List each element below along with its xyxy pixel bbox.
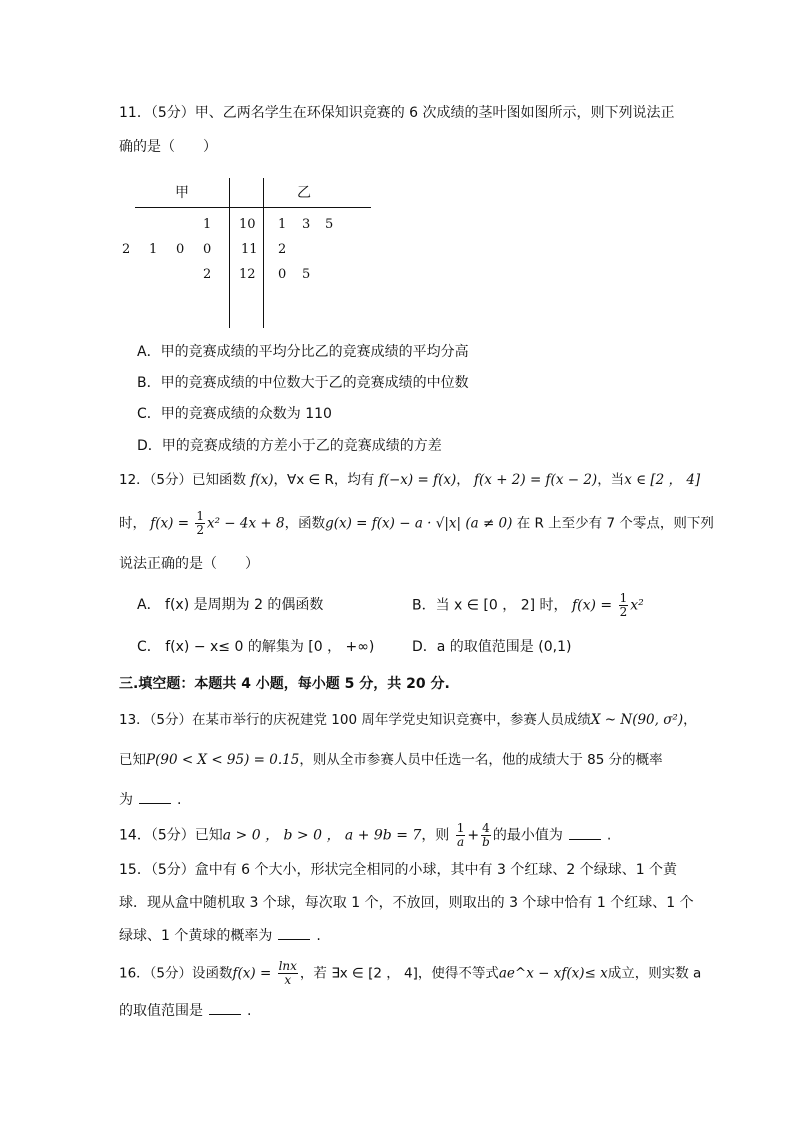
leaf-right: 1 <box>278 217 287 232</box>
q12-cond1: f(−x) = f(x) <box>378 472 457 488</box>
q12-option-b <box>412 592 644 619</box>
q11-option-d: D．甲的竞赛成绩的方差小于乙的竞赛成绩的方差 <box>137 438 442 454</box>
leaf-left: 1 <box>149 242 158 257</box>
q12-option-d: D．a 的取值范围是 (0,1) <box>412 639 572 655</box>
frac-numerator: 1 <box>619 591 628 605</box>
q14-text: ，则 <box>421 827 450 844</box>
q15-line1: 15．（5分）盒中有 6 个大小，形状完全相同的小球，其中有 3 个红球、2 个绿球、1 个黄 <box>119 862 678 878</box>
q16-text: 成立，则实数 a <box>607 965 702 982</box>
q12-text: ，函数 <box>284 515 326 532</box>
q12-text: 时， <box>119 515 146 532</box>
frac-numerator: 1 <box>196 509 204 523</box>
answer-blank <box>569 825 601 840</box>
q13-line2 <box>119 750 663 770</box>
leaf-left: 0 <box>176 242 185 257</box>
leaf-right: 5 <box>302 267 311 282</box>
q14-line: 14．（5分）已知a > 0 ， b > 0 ， a + 9b = 7，则 $\frac{1}{a}$ + $\frac{4}{b}$ 的最小值为 . <box>119 821 612 849</box>
q12-text: ，∀x ∈ R，均有 <box>273 472 375 488</box>
q12-stem-line3: 说法正确的是（ ） <box>119 556 259 572</box>
q11-stem-line1: 11．（5分）甲、乙两名学生在环保知识竞赛的 6 次成绩的茎叶图如图所示，则下列说法正 <box>119 105 675 121</box>
q16-line1 <box>119 960 701 987</box>
q15-line2: 球．现从盒中随机取 3 个球，每次取 1 个，不放回，则取出的 3 个球中恰有 1 个红球、1 个 <box>119 895 694 911</box>
q13-line1 <box>119 710 697 730</box>
table-header-yi: 乙 <box>297 185 311 201</box>
q11-option-b: B．甲的竞赛成绩的中位数大于乙的竞赛成绩的中位数 <box>137 375 469 391</box>
q12-cond2: f(x + 2) = f(x − 2) <box>474 472 598 488</box>
frac-numerator: 4 <box>482 821 490 835</box>
table-vertical-rule-left <box>229 178 230 328</box>
q13-text: 已知 <box>119 752 146 768</box>
q13-text: ， <box>683 712 697 728</box>
fraction <box>195 510 205 537</box>
q12-option-a: A． f(x) 是周期为 2 的偶函数 <box>137 597 324 613</box>
answer-blank <box>209 1000 241 1015</box>
answer-blank <box>278 925 310 940</box>
fraction <box>456 822 466 849</box>
q15-line3: 绿球、1 个黄球的概率为 . <box>119 925 321 946</box>
fraction <box>619 592 629 619</box>
plus-sign: + <box>467 827 480 844</box>
q13-text: ，则从全市参赛人员中任选一名，他的成绩大于 85 分的概率 <box>299 752 663 768</box>
q14-text: 14．（5分）已知 <box>119 827 223 844</box>
frac-numerator: lnx <box>278 959 297 973</box>
q12-stem-line2 <box>119 510 714 537</box>
q12-fx-def: f(x) = <box>150 515 190 532</box>
leaf-left: 1 <box>203 217 212 232</box>
q16-inequality: ae^x − xf(x)≤ x <box>498 965 608 982</box>
q16-text: ，若 ∃x ∈ [2 ， 4]，使得不等式 <box>299 965 499 982</box>
table-vertical-rule-right <box>263 178 264 328</box>
leaf-right: 5 <box>325 217 334 232</box>
q16-line2: 的取值范围是 . <box>119 1000 251 1021</box>
q14-condition: a > 0 ， b > 0 ， a + 9b = 7 <box>222 827 422 844</box>
stem: 11 <box>241 242 258 257</box>
q12-interval: x ∈ [2 ， 4] <box>624 472 701 488</box>
q12-gx: g(x) = f(x) − a · √|x| (a ≠ 0) <box>325 515 513 532</box>
answer-blank <box>139 789 171 804</box>
frac-denominator: x <box>284 973 292 987</box>
q11-stem-line2: 确的是（ ） <box>119 139 217 155</box>
stem: 12 <box>239 267 256 282</box>
q12-text: 在 R 上至少有 7 个零点，则下列 <box>516 515 714 532</box>
q12-optb-text: B．当 x ∈ [0 ， 2] 时， <box>412 597 568 614</box>
q12-stem-line1 <box>119 470 700 490</box>
q12-optb-fx: f(x) = <box>571 597 613 614</box>
q12-fx: f(x) <box>250 472 274 488</box>
leaf-left: 2 <box>122 242 131 257</box>
q16-fx: f(x) = <box>232 965 272 982</box>
frac-denominator: a <box>457 835 465 849</box>
table-horizontal-rule <box>135 207 371 208</box>
q15-text: 绿球、1 个黄球的概率为 <box>119 928 273 944</box>
q13-line3: 为 . <box>119 789 181 810</box>
q13-text: 13．（5分）在某市举行的庆祝建党 100 周年学党史知识竞赛中，参赛人员成绩 <box>119 712 591 728</box>
table-header-jia: 甲 <box>175 185 189 201</box>
section-title: 三.填空题：本题共 4 小题，每小题 5 分，共 20 分. <box>119 676 450 692</box>
q12-option-c: C． f(x) − x≤ 0 的解集为 [0 ， +∞) <box>137 639 375 655</box>
q13-text: 为 <box>119 792 133 808</box>
fraction <box>481 822 491 849</box>
q11-option-c: C．甲的竞赛成绩的众数为 110 <box>137 406 332 422</box>
leaf-left: 2 <box>203 267 212 282</box>
frac-denominator: 2 <box>196 523 204 537</box>
stem: 10 <box>239 217 256 232</box>
frac-denominator: 2 <box>619 605 628 619</box>
q16-text: 16．（5分）设函数 <box>119 965 233 982</box>
q12-text: ，当 <box>597 472 625 488</box>
q12-prefix: 12．（5分）已知函数 <box>119 472 247 488</box>
frac-denominator: b <box>482 835 490 849</box>
q12-optb-x: x² <box>630 597 644 614</box>
leaf-right: 3 <box>302 217 311 232</box>
frac-numerator: 1 <box>456 821 465 835</box>
q12-text: ， <box>456 472 470 488</box>
q13-probability: P(90 < X < 95) = 0.15 <box>146 752 300 768</box>
fraction <box>278 960 298 987</box>
leaf-right: 0 <box>278 267 287 282</box>
q11-option-a: A．甲的竞赛成绩的平均分比乙的竞赛成绩的平均分高 <box>137 344 469 360</box>
leaf-left: 0 <box>203 242 212 257</box>
q16-text: 的取值范围是 <box>119 1003 203 1019</box>
q13-distribution: X ~ N(90, σ²) <box>590 712 684 728</box>
q12-poly: x² − 4x + 8 <box>206 515 285 532</box>
leaf-right: 2 <box>278 242 287 257</box>
stem-leaf-table <box>119 176 379 328</box>
q14-text: 的最小值为 <box>492 827 563 844</box>
